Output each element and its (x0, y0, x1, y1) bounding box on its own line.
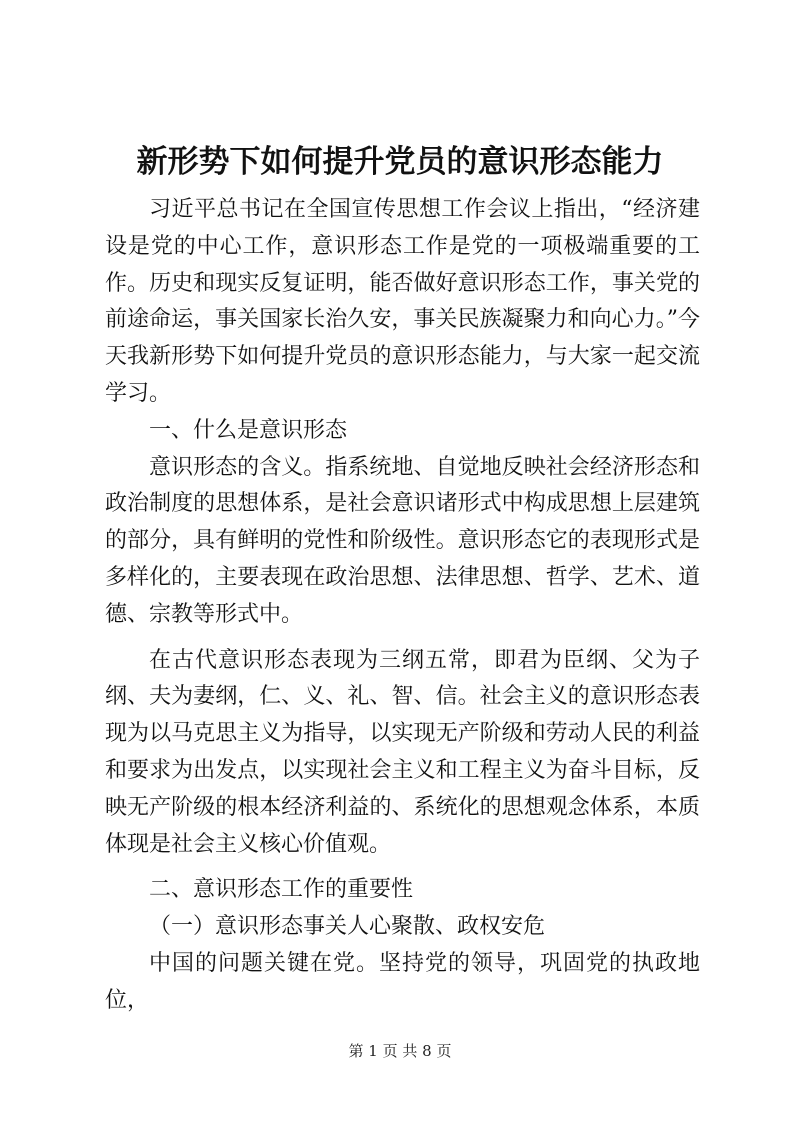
definition-paragraph: 意识形态的含义。指系统地、自觉地反映社会经济形态和政治制度的思想体系，是社会意识诸形式中构成思想上层建筑的部分，具有鲜明的党性和阶级性。意识形态它的表现形式是多样化的，主要表现在政治思想、法律思想、哲学、艺术、道德、宗教等形式中。 (105, 454, 700, 627)
paragraph-spacer (105, 634, 700, 643)
intro-paragraph: 习近平总书记在全国宣传思想工作会议上指出，“经济建设是党的中心工作，意识形态工作是党的一项极端重要的工作。历史和现实反复证明，能否做好意识形态工作，事关党的前途命运，事关国家长治久安，事关民族凝聚力和向心力。”今天我新形势下如何提升党员的意识形态能力，与大家一起交流学习。 (105, 197, 700, 406)
paragraph-spacer (105, 863, 700, 872)
section-heading-2: 二、意识形态工作的重要性 (149, 877, 414, 903)
history-paragraph: 在古代意识形态表现为三纲五常，即君为臣纲、父为子纲、夫为妻纲，仁、义、礼、智、信。社会主义的意识形态表现为以马克思主义为指导，以实现无产阶级和劳动人民的利益和要求为出发点，以实现社会主义和工程主义为奋斗目标，反映无产阶级的根本经济利益的、系统化的思想观念体系，本质体现是社会主义核心价值观。 (105, 647, 700, 857)
document-body (105, 192, 700, 1020)
page-footer: 第 1 页 共 8 页 (348, 1042, 452, 1060)
subsection-heading-1: （一）意识形态事关人心聚散、政权安危 (149, 914, 546, 940)
continuation-paragraph: 中国的问题关键在党。坚持党的领导，巩固党的执政地位， (105, 950, 700, 1013)
document-title: 新形势下如何提升党员的意识形态能力 (136, 144, 664, 180)
section-heading-1: 一、什么是意识形态 (149, 417, 348, 443)
